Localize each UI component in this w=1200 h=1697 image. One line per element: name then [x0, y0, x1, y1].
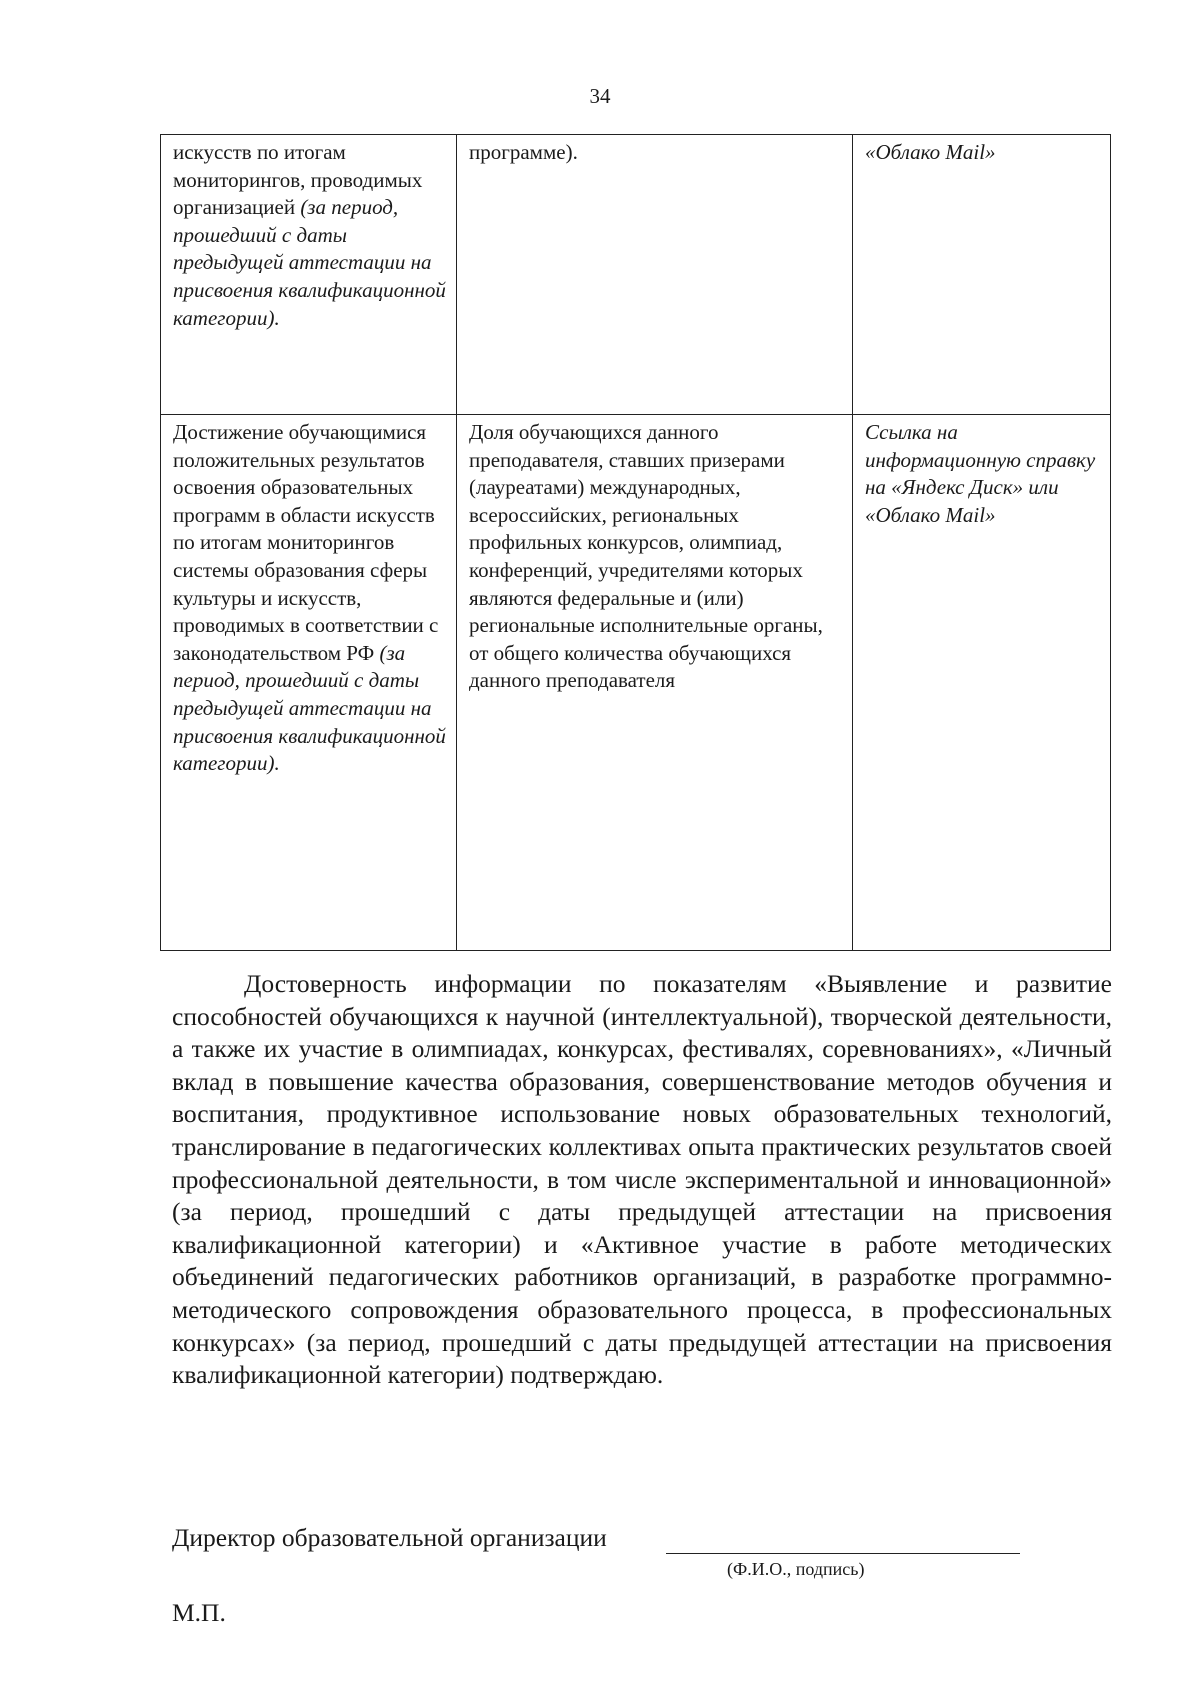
indicator-text: Доля обучающихся данного преподавателя, ставших призерами (лауреатами) международных, всероссийских, региональных профильных конкурсов, олимпиад, конференций, учредителями которых являются федеральные и (или) региональные исполнительные органы, от общего количества обучающихся данного преподавателя	[469, 420, 823, 693]
page-number: 34	[589, 84, 611, 108]
signature-line	[666, 1553, 1020, 1554]
criterion-period-note: (за период, прошедший с даты предыдущей аттестации на присвоения квалификационной категории).	[173, 640, 446, 776]
criterion-text: Достижение обучающимися положительных результатов освоения образовательных программ в области искусств по итогам мониторингов системы образования сферы культуры и искусств, проводимых в соответствии с законодательством РФ	[173, 420, 439, 665]
evidence-cell	[853, 415, 1111, 951]
evidence-text: Ссылка на информационную справку на «Яндекс Диск» или «Облако Mail»	[865, 420, 1096, 527]
table-row	[161, 415, 1111, 951]
criterion-period-note: (за период, прошедший с даты предыдущей аттестации на присвоения квалификационной категории).	[173, 195, 446, 330]
signature-label: Директор образовательной организации	[172, 1523, 607, 1552]
indicator-text: программе).	[469, 140, 578, 164]
signature-caption: (Ф.И.О., подпись)	[727, 1559, 865, 1579]
indicator-cell	[457, 415, 853, 951]
criterion-cell	[161, 415, 457, 951]
indicator-cell	[457, 135, 853, 415]
criterion-text: искусств по итогам мониторингов, проводимых организацией	[173, 140, 423, 220]
stamp-label: М.П.	[172, 1598, 226, 1627]
evidence-cell	[853, 135, 1111, 415]
confirmation-paragraph: Достоверность информации по показателям «Выявление и развитие способностей обучающихся к научной (интеллектуальной), творческой деятельности, а также их участие в олимпиадах, конкурсах, фестивалях, соревнованиях», «Личный вклад в повышение качества образования, совершенствование методов обучения и воспитания, продуктивное использование новых образовательных технологий, транслирование в педагогических коллективах опыта практических результатов своей профессиональной деятельности, в том числе экспериментальной и инновационной» (за период, прошедший с даты предыдущей аттестации на присвоения квалификационной категории) и «Активное участие в работе методических объединений педагогических работников организаций, в разработке программно-методического сопровождения образовательного процесса, в профессиональных конкурсах» (за период, прошедший с даты предыдущей аттестации на присвоения квалификационной категории) подтверждаю.	[172, 969, 1112, 1390]
criteria-table	[160, 134, 1111, 951]
criterion-cell	[161, 135, 457, 415]
table-row	[161, 135, 1111, 415]
evidence-text: «Облако Mail»	[865, 140, 996, 164]
